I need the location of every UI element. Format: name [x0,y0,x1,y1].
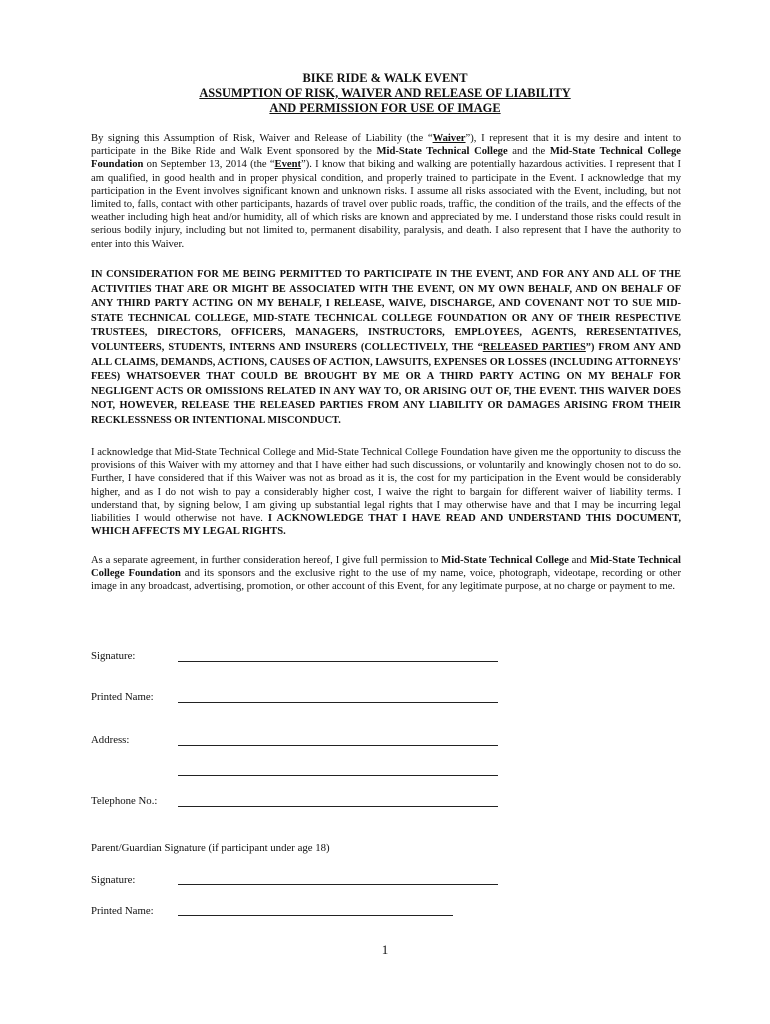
paragraph-release [91,268,681,429]
address-field-line-2[interactable] [178,775,498,776]
telephone-label: Telephone No.: [91,795,158,807]
p1-text-c: and the [507,146,550,158]
p1-text-d: on September 13, 2014 (the “ [143,159,275,171]
p4-text-a: As a separate agreement, in further consideration hereof, I give full permission to [91,555,442,566]
released-parties-term: RELEASED PARTIES [482,341,586,353]
address-label: Address: [91,734,130,746]
title-line-3: AND PERMISSION FOR USE OF IMAGE [269,101,501,115]
printed-name-label: Printed Name: [91,691,154,703]
guardian-printed-name-field[interactable] [178,915,453,916]
guardian-printed-name-label: Printed Name: [91,905,154,917]
p2-text-b: ”) FROM ANY AND ALL CLAIMS, DEMANDS, ACTIONS, CAUSES OF ACTION, LAWSUITS, EXPENSES OR LOSSES (INCLUDING ATTORNEYS' FEES) WHATSOEVER THAT COULD BE BROUGHT BY ME OR A THIRD PARTY ACTING ON MY BEHALF FOR NEGLIGENT ACTS OR OMISSIONS RELATED IN ANY WAY TO, OR ARISING OUT OF, THE EVENT. THIS WAIVER DOES NOT, HOWEVER, RELEASE THE RELEASED PARTIES FROM ANY LIABILITY OR DAMAGES ARISING FROM THEIR RECKLESSNESS OR INTENTIONAL MISCONDUCT. [91,341,681,426]
guardian-signature-row [91,874,511,890]
address-field-line-1[interactable] [178,745,498,746]
printed-name-row [91,691,511,707]
foundation-name: Mid-State Technical College Foundation [91,146,682,171]
p1-text-b: ”), I represent that it is my desire and intent to participate in the Bike Ride and Walk Event sponsored by the [91,133,681,158]
waiver-term: Waiver [432,133,466,144]
guardian-signature-field[interactable] [178,884,498,885]
p4-foundation-name: Mid-State Technical College Foundation [91,555,681,580]
paragraph-acknowledgement [91,446,681,538]
paragraph-intent [91,132,681,251]
p1-text-a: By signing this Assumption of Risk, Waiver and Release of Liability (the “ [91,133,433,144]
signature-field[interactable] [178,661,498,662]
printed-name-field[interactable] [178,702,498,703]
p3-acknowledge-bold: I ACKNOWLEDGE THAT I HAVE READ AND UNDERSTAND THIS DOCUMENT, WHICH AFFECTS MY LEGAL RIGHTS. [91,513,682,538]
p3-text-a: I acknowledge that Mid-State Technical College and Mid-State Technical College Foundation have given me the opportunity to discuss the provisions of this Waiver with my attorney and that I have either had such discussions, or voluntarily and knowingly chosen not to do so. Further, I have considered that if this Waiver was not as broad as it is, the cost for my participation in the Event would be considerably higher, and as I do not wish to pay a considerably higher cost, I waive the right to bargain for different waiver of liability terms. I understand that, by signing below, I am giving up substantial legal rights that I may otherwise have and that I may be incurring legal liabilities I would otherwise not have. [91,447,681,525]
signature-row [91,650,511,666]
p1-text-e: ”). I know that biking and walking are potentially hazardous activities. I represent that I am qualified, in good health and in proper physical condition, and properly trained to participate in the Event. I acknowledge that my participation in the Event involves significant known and unknown risks. I assume all risks associated with the Event, including, but not limited to, falls, contact with other participants, hazards of travel over public roads, traffic, the condition of the trails, and the effects of the weather including high heat and/or humidity, all of which risks are known and appreciated by me. I understand those risks could result in serious bodily injury, including but not limited to, permanent disability, paralysis, and death. I also represent that I have the authority to enter into this Waiver. [91,159,682,250]
guardian-printed-name-row [91,905,511,921]
page-number: 1 [381,942,389,957]
signature-label: Signature: [91,650,136,662]
event-term: Event [274,159,302,171]
college-name: Mid-State Technical College [376,146,508,158]
guardian-signature-label: Signature: [91,874,136,886]
telephone-field[interactable] [178,806,498,807]
title-line-2: ASSUMPTION OF RISK, WAIVER AND RELEASE OF LIABILITY [199,86,571,100]
p2-text-a: IN CONSIDERATION FOR ME BEING PERMITTED TO PARTICIPATE IN THE EVENT, AND FOR ANY AND ALL OF THE ACTIVITIES THAT ARE OR MIGHT BE ASSOCIATED WITH THE EVENT, ON MY OWN BEHALF, AND ON BEHALF OF ANY THIRD PARTY ACTING ON MY BEHALF, I RELEASE, WAIVE, DISCHARGE, AND COVENANT NOT TO SUE MID-STATE TECHNICAL COLLEGE, MID-STATE TECHNICAL COLLEGE FOUNDATION OR ANY OF THEIR RESPECTIVE TRUSTEES, DIRECTORS, OFFICERS, MANAGERS, INSTRUCTORS, EMPLOYEES, AGENTS, RERESENTATIVES, VOLUNTEERS, STUDENTS, INTERNS AND INSURERS (COLLECTIVELY, THE “ [91,269,681,353]
address-row [91,734,511,750]
document-title [0,71,770,116]
title-line-1: BIKE RIDE & WALK EVENT [302,71,468,85]
p4-text-c: and its sponsors and the exclusive right to the use of my name, voice, photograph, videotape, recording or other image in any broadcast, advertising, promotion, or other account of this Event, for any legitimate purpose, at no charge or payment to me. [91,568,681,593]
paragraph-image-permission [91,554,681,594]
p4-text-b: and [568,555,590,566]
guardian-heading: Parent/Guardian Signature (if participant under age 18) [91,842,330,854]
telephone-row [91,795,511,811]
p4-college-name: Mid-State Technical College [441,555,569,566]
